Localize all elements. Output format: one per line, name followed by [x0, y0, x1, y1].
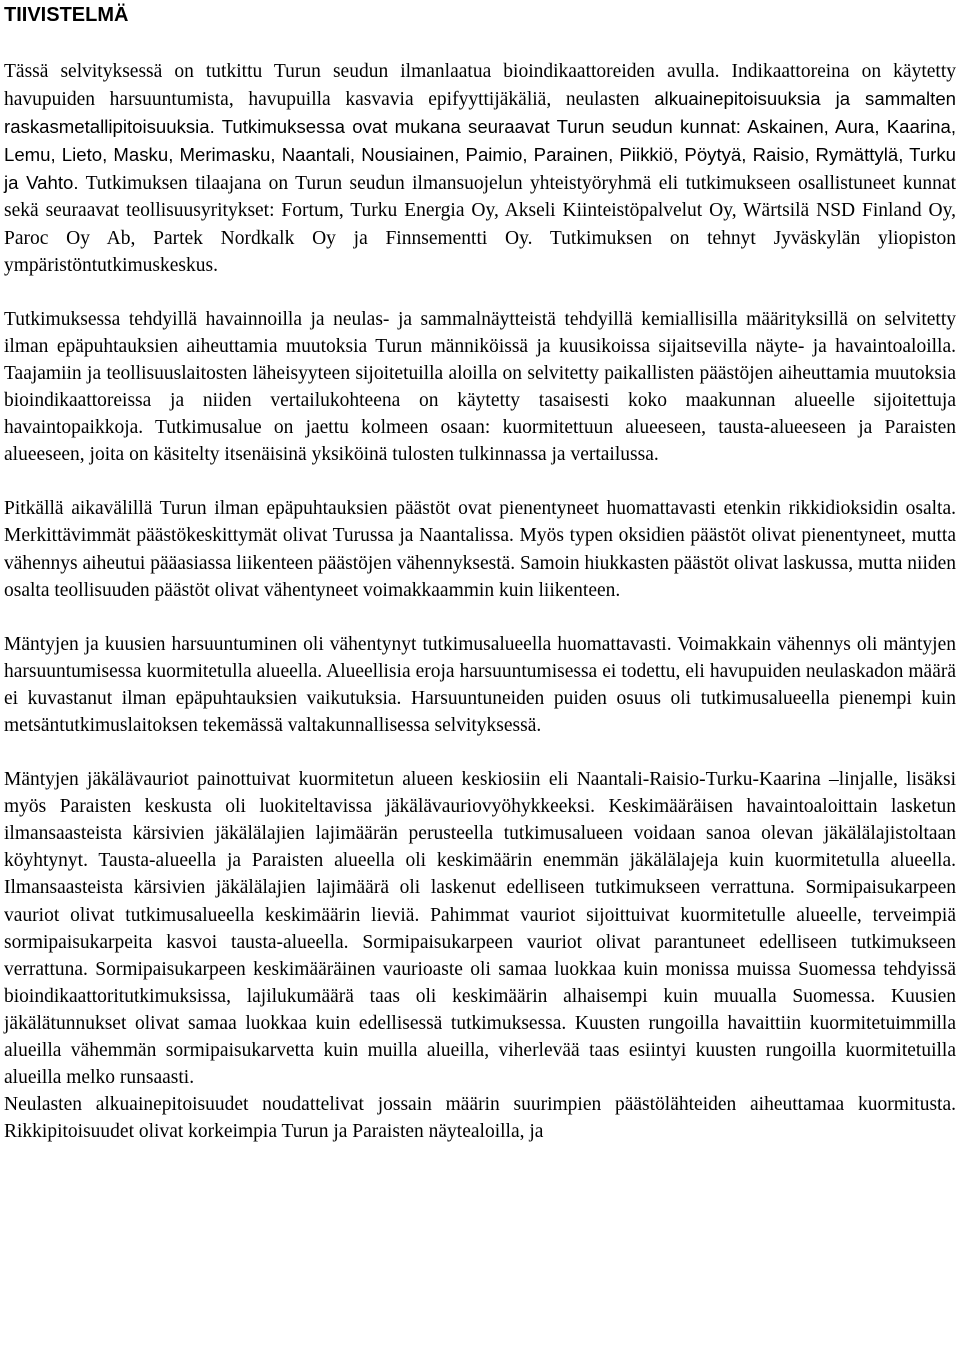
page-title: TIIVISTELMÄ — [4, 4, 129, 26]
paragraph-scope-municipalities: alkuainepitoisuuksia ja sammalten raskasmetallipitoisuuksia. Tutkimuksessa ovat mukana seuraavat Turun seudun kunnat: Askainen, Aura, Kaarina, Lemu, Lieto, Masku, Merimasku, Naantali, Nousiainen, Paimio, Parainen, Piikkiö, Pöytyä, Raisio, Rymättylä, Turku ja Vahto. — [4, 88, 956, 194]
paragraph-scope — [4, 58, 956, 279]
paragraph-scope-commissioners: Tutkimuksen tilaajana on Turun seudun ilmansuojelun yhteistyöryhmä eli tutkimukseen osallistuneet kunnat sekä seuraavat teollisuusyritykset: Fortum, Turku Energia Oy, Akseli Kiinteistöpalvelut Oy, Wärtsilä NSD Finland Oy, Paroc Oy Ab, Partek Nordkalk Oy ja Finnsementti Oy. Tutkimuksen on tehnyt Jyväskylän yliopiston ympäristöntutkimuskeskus. — [4, 173, 956, 276]
paragraph-needles-wrapper — [4, 1091, 956, 1151]
paragraph-defoliation: Mäntyjen ja kuusien harsuuntuminen oli vähentynyt tutkimusalueella huomattavasti. Voimakkain vähennys oli mäntyjen harsuuntumisessa kuormitetulla alueella. Alueellisia eroja harsuuntumisessa ei todettu, eli havupuiden neulaskadon määrä ei kuvastanut ilman epäpuhtauksien vaikutuksia. Harsuuntuneiden puiden osuus oli tutkimusalueella pienempi kuin metsäntutkimuslaitoksen tekemässä valtakunnallisessa selvityksessä. — [4, 633, 956, 736]
paragraph-emissions: Pitkällä aikavälillä Turun ilman epäpuhtauksien päästöt ovat pienentyneet huomattavasti etenkin rikkidioksidin osalta. Merkittävimmät päästökeskittymät olivat Turussa ja Naantalissa. Myös typen oksidien päästöt olivat pienentyneet, mutta vähennys aiheutui pääasiassa liikenteen päästöjen vähennyksestä. Samoin hiukkasten päästöt olivat laskussa, mutta niiden osalta teollisuuden päästöt olivat vähentyneet voimakkaammin kuin liikenteen. — [4, 498, 957, 601]
paragraph-lichens: Mäntyjen jäkälävauriot painottuivat kuormitetun alueen keskiosiin eli Naantali-Raisio-Turku-Kaarina –linjalle, lisäksi myös Paraisten keskusta oli luokiteltavissa jäkälävauriovyöhykkeeksi. Keskimääräisen havaintoaloittain lasketun ilmansaasteista kärsivien jäkälälajien lajimäärän perusteella tutkimusalueen voidaan sanoa olevan jäkälälajistoltaan köyhtynyt. Tausta-alueella ja Paraisten alueella oli keskimäärin enemmän jäkälälajeja kuin kuormitetulla alueella. Ilmansaasteista kärsivien jäkälälajien lajimäärä oli laskenut edelliseen tutkimukseen verrattuna. Sormipaisukarpeen vauriot olivat tutkimusalueella keskimäärin lieviä. Pahimmat vauriot sijoittuivat kuormitetulle alueelle, terveimpiä sormipaisukarpeita kasvoi tausta-alueella. Sormipaisukarpeen vauriot olivat parantuneet edelliseen tutkimukseen verrattuna. Sormipaisukarpeen keskimääräinen vaurioaste oli samaa luokkaa kuin monissa muissa Suomessa tehdyissä bioindikaattoritutkimuksissa, lajilukumäärä taas oli keskimäärin alhaisempi kuin muualla Suomessa. Kuusien jäkälätunnukset olivat samaa luokkaa kuin edellisessä tutkimuksessa. Kuusten rungoilla havaittiin kuormitetuimmilla alueilla vähemmän sormipaisukarvetta kuin muilla alueilla, viherlevää taas esiintyi kuusten rungoilla kuormitetuilla alueilla melko runsaasti. — [4, 769, 956, 1089]
paragraph-methods: Tutkimuksessa tehdyillä havainnoilla ja neulas- ja sammalnäytteistä tehdyillä kemiallisilla määrityksillä on selvitetty ilman epäpuhtauksien aiheuttamia muutoksia Turun männiköissä ja kuusikoissa sijaitsevilla näyte- ja havaintoaloilla. Taajamiin ja teollisuuslaitosten läheisyyteen sijoitetuilla aloilla on selvitetty paikallisten päästöjen aiheuttamia muutoksia bioindikaattoreissa ja niiden vertailukohteena on käytetty tasaisesti koko maakunnan alueelle sijoitettuja havaintopaikkoja. Tutkimusalue on jaettu kolmeen osaan: kuormitettuun alueeseen, tausta-alueeseen ja Paraisten alueeseen, joita on käsitelty itsenäisinä yksiköinä tulosten tulkinnassa ja vertailussa. — [4, 308, 956, 466]
paragraph-needles: Neulasten alkuainepitoisuudet noudattelivat jossain määrin suurimpien päästölähteiden aiheuttamaa kuormitusta. Rikkipitoisuudet olivat korkeimpia Turun ja Paraisten näytealoilla, ja — [4, 1094, 956, 1143]
paragraph-scope-intro: Tässä selvityksessä on tutkittu Turun seudun ilmanlaatua bioindikaattoreiden avulla. Indikaattoreina on käytetty havupuiden harsuuntumista, havupuilla kasvavia epifyyttijäkäliä, neulasten — [4, 61, 956, 111]
abstract-page — [4, 0, 956, 1151]
